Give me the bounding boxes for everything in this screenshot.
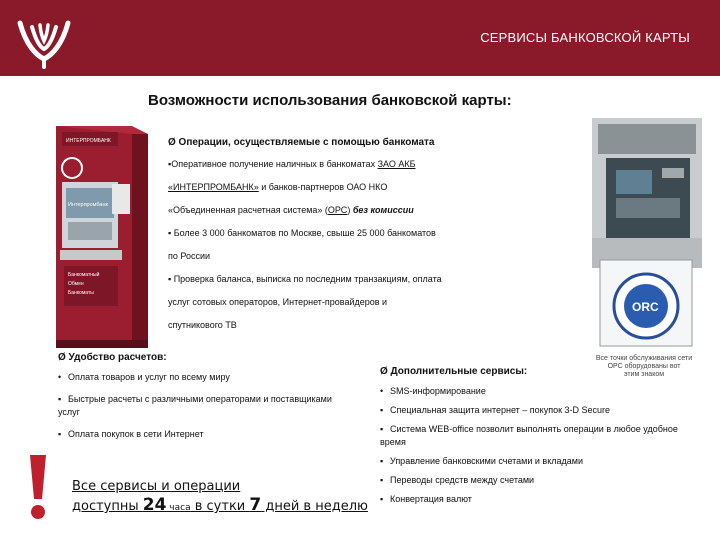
- list-item: [380, 385, 680, 398]
- extra-services-heading: Ø Дополнительные сервисы:: [380, 366, 528, 377]
- ops-line-5: по России: [168, 251, 211, 261]
- ops-line-2: [168, 176, 528, 199]
- list-item-text: Система WEB-office позволит выполнять операции в любое удобное время: [380, 424, 678, 447]
- atm-panel-line-1: Банкоматный: [68, 272, 100, 278]
- availability-mid: в сутки: [190, 499, 250, 514]
- ops-line-4: ▪ Более 3 000 банкоматов по Москве, свыше 25 000 банкоматов: [168, 228, 436, 238]
- availability-note: [72, 478, 368, 517]
- ops-line-1: [168, 153, 528, 176]
- atm-machine-image: [52, 120, 152, 350]
- list-item-text: Управление банковскими счетами и вкладами: [390, 456, 583, 466]
- list-item-text: Специальная защита интернет – покупок 3-D Secure: [390, 405, 611, 415]
- list-item-text: Оплата товаров и услуг по всему миру: [68, 372, 230, 382]
- ops-line-3: [168, 199, 528, 222]
- ops-line-2-text: и банков-партнеров ОАО НКО: [258, 182, 388, 192]
- atm-operations-heading: Ø Операции, осуществляемые с помощью банкомата: [168, 137, 435, 148]
- ops-line-3-text: «Объединенная расчетная система» (: [168, 205, 328, 215]
- bullet-icon: •: [58, 372, 62, 382]
- atm-panel-line-2: Обмен: [68, 281, 84, 287]
- atm-wall-photo: [592, 118, 702, 348]
- atm-screen-text: Интерпромбанк: [68, 202, 108, 208]
- bullet-icon: ▪: [380, 424, 384, 434]
- caption-line-3: этим знаком: [623, 371, 665, 378]
- list-item-text: Переводы средств между счетами: [390, 475, 535, 485]
- svg-text:ИНТЕРПРОМБАНК: ИНТЕРПРОМБАНК: [66, 138, 111, 144]
- list-item: [58, 428, 348, 441]
- availability-line-2: [72, 496, 368, 517]
- header-bar: [0, 0, 720, 76]
- orc-link[interactable]: ОРС: [327, 205, 348, 215]
- list-item: [380, 493, 680, 506]
- bullet-icon: ▪: [380, 475, 384, 485]
- availability-suffix: дней в неделю: [261, 499, 368, 514]
- extra-services-section: [380, 366, 680, 512]
- bullet-icon: •: [380, 386, 384, 396]
- no-commission-text: без комиссии: [352, 205, 414, 215]
- hours-unit: часа: [166, 503, 191, 513]
- header-title: СЕРВИСЫ БАНКОВСКОЙ КАРТЫ: [480, 30, 690, 45]
- hours-number: 24: [142, 495, 167, 515]
- payments-heading: Ø Удобство расчетов:: [58, 352, 167, 363]
- availability-line-1: Все сервисы и операции: [72, 479, 241, 494]
- ops-line-1-text: ▪Оперативное получение наличных в банкоматах: [168, 159, 378, 169]
- bullet-icon: ▪: [380, 456, 384, 466]
- list-item: [58, 393, 348, 419]
- list-item: [58, 371, 348, 384]
- availability-prefix: доступны: [72, 499, 143, 514]
- bank-link[interactable]: ЗАО АКБ: [377, 159, 416, 169]
- days-number: 7: [249, 495, 262, 515]
- list-item: [380, 423, 680, 449]
- caption-line-2: ОРС оборудованы вот: [607, 363, 681, 370]
- ops-line-7: услуг сотовых операторов, Интернет-провайдеров и: [168, 297, 388, 307]
- list-item-text: Оплата покупок в сети Интернет: [68, 429, 204, 439]
- page-title: Возможности использования банковской карты:: [148, 92, 512, 109]
- caption-line-1: Все точки обслуживания сети: [595, 355, 693, 362]
- bullet-icon: ▪: [58, 429, 62, 439]
- bullet-icon: ▪: [380, 494, 384, 504]
- atm-operations-section: [168, 136, 528, 337]
- list-item: [380, 455, 680, 468]
- ops-line-6: ▪ Проверка баланса, выписка по последним транзакциям, оплата: [168, 274, 442, 284]
- list-item-text: Конвертация валют: [390, 494, 472, 504]
- payments-section: [58, 352, 348, 450]
- ops-line-8: спутникового ТВ: [168, 320, 237, 330]
- list-item: [380, 404, 680, 417]
- exclamation-icon: [26, 455, 50, 521]
- bullet-icon: ▪: [58, 394, 62, 404]
- bank-logo-icon: [10, 5, 78, 73]
- atm-panel-line-3: Банкоматы: [68, 290, 94, 296]
- list-item-text: SMS-информирование: [390, 386, 486, 396]
- orc-sticker-label: ORC: [632, 300, 659, 314]
- list-item-text: Быстрые расчеты с различными операторами и поставщиками услуг: [58, 394, 332, 417]
- ops-line-3-paren: ): [347, 205, 353, 215]
- bullet-icon: ▪: [380, 405, 384, 415]
- bank-link-2[interactable]: «ИНТЕРПРОМБАНК»: [168, 182, 259, 192]
- list-item: [380, 474, 680, 487]
